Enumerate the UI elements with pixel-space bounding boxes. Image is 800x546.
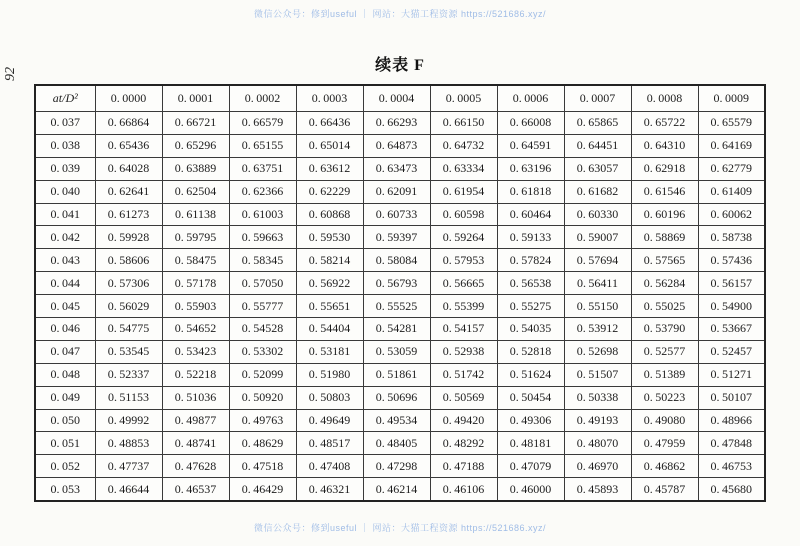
table-cell: 0. 55150: [564, 295, 631, 318]
table-cell: 0. 47848: [698, 432, 765, 455]
table-cell: 0. 57824: [497, 249, 564, 272]
table-cell: 0. 62504: [162, 180, 229, 203]
table-cell: 0. 46753: [698, 455, 765, 478]
table-cell: 0. 63057: [564, 157, 631, 180]
table-cell: 0. 58738: [698, 226, 765, 249]
table-cell: 0. 58214: [296, 249, 363, 272]
table-cell: 0. 52818: [497, 340, 564, 363]
column-header-cell: 0. 0003: [296, 85, 363, 112]
table-cell: 0. 51980: [296, 363, 363, 386]
table-cell: 0. 51507: [564, 363, 631, 386]
table-cell: 0. 54035: [497, 318, 564, 341]
table-cell: 0. 59530: [296, 226, 363, 249]
row-label-cell: 0. 051: [35, 432, 95, 455]
table-cell: 0. 51742: [430, 363, 497, 386]
table-cell: 0. 55025: [631, 295, 698, 318]
table-cell: 0. 46106: [430, 478, 497, 501]
table-cell: 0. 53545: [95, 340, 162, 363]
table-cell: 0. 49534: [363, 409, 430, 432]
table-row: [35, 455, 765, 478]
column-header-cell: 0. 0006: [497, 85, 564, 112]
table-cell: 0. 50107: [698, 386, 765, 409]
column-header-cell: 0. 0009: [698, 85, 765, 112]
table-row: [35, 249, 765, 272]
table-cell: 0. 47628: [162, 455, 229, 478]
table-row: [35, 432, 765, 455]
table-cell: 0. 57306: [95, 272, 162, 295]
table-cell: 0. 58606: [95, 249, 162, 272]
table-cell: 0. 53912: [564, 318, 631, 341]
table-cell: 0. 66579: [229, 112, 296, 135]
table-row: [35, 112, 765, 135]
table-cell: 0. 51036: [162, 386, 229, 409]
table-cell: 0. 54404: [296, 318, 363, 341]
row-label-cell: 0. 052: [35, 455, 95, 478]
row-label-cell: 0. 044: [35, 272, 95, 295]
table-row: [35, 318, 765, 341]
table-cell: 0. 66008: [497, 112, 564, 135]
page-number: 92: [3, 67, 18, 81]
table-cell: 0. 56538: [497, 272, 564, 295]
table-row: [35, 226, 765, 249]
table-cell: 0. 48741: [162, 432, 229, 455]
table-cell: 0. 48517: [296, 432, 363, 455]
table-cell: 0. 51861: [363, 363, 430, 386]
table-row: [35, 203, 765, 226]
table-cell: 0. 57436: [698, 249, 765, 272]
table-cell: 0. 56029: [95, 295, 162, 318]
table-cell: 0. 51271: [698, 363, 765, 386]
table-cell: 0. 59133: [497, 226, 564, 249]
table-row: [35, 180, 765, 203]
table-cell: 0. 48629: [229, 432, 296, 455]
row-label-cell: 0. 039: [35, 157, 95, 180]
table-cell: 0. 57694: [564, 249, 631, 272]
row-label-cell: 0. 037: [35, 112, 95, 135]
table-cell: 0. 61003: [229, 203, 296, 226]
column-header-cell: 0. 0008: [631, 85, 698, 112]
table-cell: 0. 48181: [497, 432, 564, 455]
column-header-cell: 0. 0000: [95, 85, 162, 112]
table-cell: 0. 56157: [698, 272, 765, 295]
table-cell: 0. 54281: [363, 318, 430, 341]
table-cell: 0. 65296: [162, 134, 229, 157]
table-cell: 0. 54157: [430, 318, 497, 341]
table-cell: 0. 49193: [564, 409, 631, 432]
table-cell: 0. 59928: [95, 226, 162, 249]
table-cell: 0. 54652: [162, 318, 229, 341]
table-cell: 0. 59007: [564, 226, 631, 249]
table-cell: 0. 48966: [698, 409, 765, 432]
row-label-cell: 0. 041: [35, 203, 95, 226]
table-cell: 0. 53181: [296, 340, 363, 363]
table-cell: 0. 46000: [497, 478, 564, 501]
row-label-cell: 0. 045: [35, 295, 95, 318]
table-cell: 0. 50338: [564, 386, 631, 409]
column-header-cell: 0. 0004: [363, 85, 430, 112]
table-header-row: [35, 85, 765, 112]
table-cell: 0. 65014: [296, 134, 363, 157]
table-cell: 0. 51389: [631, 363, 698, 386]
table-cell: 0. 52337: [95, 363, 162, 386]
table-cell: 0. 65436: [95, 134, 162, 157]
table-cell: 0. 51624: [497, 363, 564, 386]
table-cell: 0. 50569: [430, 386, 497, 409]
table-cell: 0. 59397: [363, 226, 430, 249]
table-cell: 0. 47079: [497, 455, 564, 478]
table-cell: 0. 64169: [698, 134, 765, 157]
table-cell: 0. 66293: [363, 112, 430, 135]
table-cell: 0. 65579: [698, 112, 765, 135]
table-row: [35, 409, 765, 432]
table-cell: 0. 56665: [430, 272, 497, 295]
table-cell: 0. 47959: [631, 432, 698, 455]
table-cell: 0. 61818: [497, 180, 564, 203]
table-cell: 0. 56411: [564, 272, 631, 295]
table-cell: 0. 66721: [162, 112, 229, 135]
row-label-cell: 0. 053: [35, 478, 95, 501]
table-cell: 0. 59264: [430, 226, 497, 249]
table-cell: 0. 60330: [564, 203, 631, 226]
table-cell: 0. 58345: [229, 249, 296, 272]
table-cell: 0. 56922: [296, 272, 363, 295]
table-cell: 0. 65155: [229, 134, 296, 157]
table-cell: 0. 56793: [363, 272, 430, 295]
watermark-top: 微信公众号：修到useful ｜ 网站：大猫工程资源 https://521686.xyz/: [253, 9, 547, 19]
table-cell: 0. 47518: [229, 455, 296, 478]
table-row: [35, 386, 765, 409]
table-row: [35, 478, 765, 501]
table-cell: 0. 47408: [296, 455, 363, 478]
table-cell: 0. 61954: [430, 180, 497, 203]
table-cell: 0. 47188: [430, 455, 497, 478]
table-cell: 0. 54900: [698, 295, 765, 318]
table-cell: 0. 52457: [698, 340, 765, 363]
column-header-cell: 0. 0007: [564, 85, 631, 112]
table-cell: 0. 65722: [631, 112, 698, 135]
table-cell: 0. 62229: [296, 180, 363, 203]
table-cell: 0. 49763: [229, 409, 296, 432]
table-cell: 0. 64451: [564, 134, 631, 157]
table-cell: 0. 46321: [296, 478, 363, 501]
table-row: [35, 295, 765, 318]
table-cell: 0. 58084: [363, 249, 430, 272]
table-cell: 0. 62779: [698, 157, 765, 180]
table-cell: 0. 60868: [296, 203, 363, 226]
watermark-bottom: 微信公众号：修到useful ｜ 网站：大猫工程资源 https://521686.xyz/: [253, 523, 547, 533]
table-row: [35, 272, 765, 295]
table-cell: 0. 46214: [363, 478, 430, 501]
table-cell: 0. 64873: [363, 134, 430, 157]
table-cell: 0. 57953: [430, 249, 497, 272]
table-cell: 0. 55651: [296, 295, 363, 318]
table-cell: 0. 61273: [95, 203, 162, 226]
table-cell: 0. 55275: [497, 295, 564, 318]
table-cell: 0. 66436: [296, 112, 363, 135]
table-cell: 0. 57178: [162, 272, 229, 295]
row-label-cell: 0. 043: [35, 249, 95, 272]
table-row: [35, 363, 765, 386]
table-cell: 0. 58869: [631, 226, 698, 249]
table-cell: 0. 57050: [229, 272, 296, 295]
table-cell: 0. 51153: [95, 386, 162, 409]
table-cell: 0. 66150: [430, 112, 497, 135]
table-cell: 0. 55903: [162, 295, 229, 318]
table-cell: 0. 47298: [363, 455, 430, 478]
table-cell: 0. 48853: [95, 432, 162, 455]
table-cell: 0. 66864: [95, 112, 162, 135]
table-cell: 0. 45680: [698, 478, 765, 501]
column-header-cell: 0. 0001: [162, 85, 229, 112]
table-cell: 0. 53059: [363, 340, 430, 363]
table-cell: 0. 61138: [162, 203, 229, 226]
table-cell: 0. 65865: [564, 112, 631, 135]
table-cell: 0. 52218: [162, 363, 229, 386]
table-cell: 0. 64591: [497, 134, 564, 157]
table-cell: 0. 63196: [497, 157, 564, 180]
table-cell: 0. 57565: [631, 249, 698, 272]
table-cell: 0. 64310: [631, 134, 698, 157]
table-cell: 0. 46862: [631, 455, 698, 478]
table-cell: 0. 45893: [564, 478, 631, 501]
row-label-cell: 0. 048: [35, 363, 95, 386]
table-cell: 0. 63473: [363, 157, 430, 180]
table-cell: 0. 60196: [631, 203, 698, 226]
row-label-cell: 0. 038: [35, 134, 95, 157]
row-label-cell: 0. 042: [35, 226, 95, 249]
table-cell: 0. 56284: [631, 272, 698, 295]
table-cell: 0. 60733: [363, 203, 430, 226]
table-row: [35, 340, 765, 363]
table-cell: 0. 61546: [631, 180, 698, 203]
row-label-cell: 0. 046: [35, 318, 95, 341]
table-cell: 0. 62366: [229, 180, 296, 203]
table-cell: 0. 64732: [430, 134, 497, 157]
table-cell: 0. 62918: [631, 157, 698, 180]
table-cell: 0. 52099: [229, 363, 296, 386]
table-cell: 0. 53667: [698, 318, 765, 341]
table-cell: 0. 63612: [296, 157, 363, 180]
data-table: [34, 84, 766, 502]
column-header-cell: 0. 0002: [229, 85, 296, 112]
column-header-cell: 0. 0005: [430, 85, 497, 112]
table-cell: 0. 46537: [162, 478, 229, 501]
table-cell: 0. 59795: [162, 226, 229, 249]
table-row: [35, 134, 765, 157]
table-cell: 0. 49877: [162, 409, 229, 432]
table-cell: 0. 63751: [229, 157, 296, 180]
row-label-cell: 0. 049: [35, 386, 95, 409]
table-cell: 0. 55777: [229, 295, 296, 318]
table-cell: 0. 49420: [430, 409, 497, 432]
table-cell: 0. 62641: [95, 180, 162, 203]
table-cell: 0. 63889: [162, 157, 229, 180]
table-cell: 0. 55399: [430, 295, 497, 318]
table-cell: 0. 50920: [229, 386, 296, 409]
table-cell: 0. 62091: [363, 180, 430, 203]
table-cell: 0. 52698: [564, 340, 631, 363]
table-cell: 0. 53423: [162, 340, 229, 363]
table-cell: 0. 60062: [698, 203, 765, 226]
table-cell: 0. 50696: [363, 386, 430, 409]
table-cell: 0. 45787: [631, 478, 698, 501]
table-cell: 0. 49649: [296, 409, 363, 432]
table-cell: 0. 53790: [631, 318, 698, 341]
table-cell: 0. 46970: [564, 455, 631, 478]
table-cell: 0. 61409: [698, 180, 765, 203]
corner-header-cell: at/D²: [35, 85, 95, 112]
table-cell: 0. 61682: [564, 180, 631, 203]
table-cell: 0. 64028: [95, 157, 162, 180]
table-cell: 0. 46429: [229, 478, 296, 501]
table-cell: 0. 54775: [95, 318, 162, 341]
table-cell: 0. 50454: [497, 386, 564, 409]
table-cell: 0. 59663: [229, 226, 296, 249]
table-cell: 0. 60598: [430, 203, 497, 226]
table-cell: 0. 50223: [631, 386, 698, 409]
table-row: [35, 157, 765, 180]
table-cell: 0. 48405: [363, 432, 430, 455]
table-cell: 0. 60464: [497, 203, 564, 226]
table-cell: 0. 52577: [631, 340, 698, 363]
table-cell: 0. 49992: [95, 409, 162, 432]
table-cell: 0. 49080: [631, 409, 698, 432]
table-cell: 0. 58475: [162, 249, 229, 272]
table-cell: 0. 47737: [95, 455, 162, 478]
row-label-cell: 0. 050: [35, 409, 95, 432]
table-cell: 0. 54528: [229, 318, 296, 341]
row-label-cell: 0. 047: [35, 340, 95, 363]
table-cell: 0. 63334: [430, 157, 497, 180]
table-title: 续表 F: [375, 57, 425, 74]
table-cell: 0. 53302: [229, 340, 296, 363]
table-cell: 0. 55525: [363, 295, 430, 318]
table-cell: 0. 48292: [430, 432, 497, 455]
table-cell: 0. 46644: [95, 478, 162, 501]
table-cell: 0. 49306: [497, 409, 564, 432]
row-label-cell: 0. 040: [35, 180, 95, 203]
table-cell: 0. 48070: [564, 432, 631, 455]
table-cell: 0. 50803: [296, 386, 363, 409]
table-cell: 0. 52938: [430, 340, 497, 363]
